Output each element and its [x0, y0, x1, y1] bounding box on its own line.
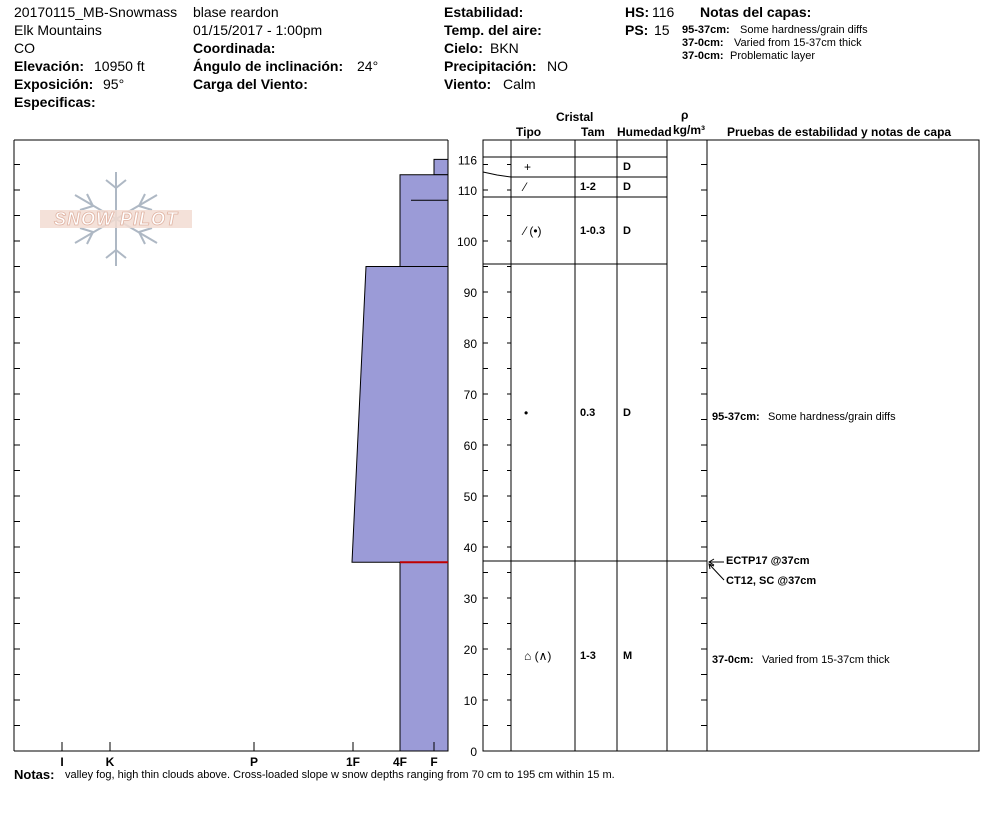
x-tick-label: K	[105, 755, 115, 769]
air-temp-label: Temp. del aire:	[444, 22, 542, 38]
y-tick-label: 20	[463, 643, 477, 657]
layer-notes-title: Notas del capas:	[700, 4, 812, 20]
layer-comment-text: Some hardness/grain diffs	[768, 411, 896, 423]
logo-text: SNOW PILOT	[54, 209, 178, 229]
layer-boundaries	[483, 157, 707, 561]
y-axis-labels	[457, 153, 477, 759]
slope-value: 24°	[357, 58, 379, 74]
x-tick-label: I	[60, 755, 64, 769]
y-tick-marks-right	[483, 165, 707, 752]
layer-moisture: D	[623, 407, 631, 419]
hardness-profile	[352, 159, 448, 751]
size-header: Tam	[581, 125, 605, 139]
layer-note-range: 37-0cm:	[682, 37, 724, 49]
layer-note-text: Some hardness/grain diffs	[740, 24, 868, 36]
layer-grain-size: 1-3	[580, 650, 596, 662]
moisture-header: Humedad	[617, 125, 672, 139]
layer-grain-type: +	[524, 160, 532, 174]
layer-moisture: D	[623, 225, 631, 237]
observer-name: blase reardon	[193, 4, 279, 20]
y-tick-label: 100	[456, 235, 477, 249]
hs-label: HS:	[625, 4, 650, 20]
sky-label: Cielo:	[444, 40, 483, 56]
pit-name: 20170115_MB-Snowmass	[14, 4, 178, 20]
layer-moisture: M	[623, 650, 633, 662]
layer-grain-type: ⌂ (∧)	[524, 649, 552, 663]
stability-test: ECTP17 @37cm	[726, 555, 810, 567]
layer-moisture: D	[623, 161, 631, 173]
specifics-label: Especificas:	[14, 94, 96, 110]
y-tick-label: 30	[463, 592, 477, 606]
layer-grain-type: •	[524, 406, 529, 420]
stability-test: CT12, SC @37cm	[726, 575, 817, 587]
aspect-value: 95°	[103, 76, 125, 92]
y-tick-label: 10	[463, 694, 477, 708]
hardness-step	[400, 175, 448, 267]
hardness-step	[434, 159, 448, 174]
x-tick-label: 4F	[392, 755, 408, 769]
ps-value: 15	[654, 22, 670, 38]
ps-label: PS:	[625, 22, 649, 38]
density-unit: kg/m³	[673, 123, 706, 137]
layer-grain-size: 1-2	[580, 181, 596, 193]
elevation-label: Elevación:	[14, 58, 85, 74]
stability-label: Estabilidad:	[444, 4, 524, 20]
y-tick-label: 90	[463, 286, 477, 300]
y-tick-label: 50	[463, 490, 477, 504]
hardness-step	[352, 267, 448, 563]
date-time: 01/15/2017 - 1:00pm	[193, 22, 323, 38]
y-tick-label: 110	[457, 184, 477, 198]
layer-grain-size: 1-0.3	[580, 225, 606, 237]
y-tick-label: 80	[463, 337, 477, 351]
x-tick-marks	[60, 742, 437, 769]
leader-line	[483, 172, 511, 177]
y-tick-label: 40	[463, 541, 477, 555]
depth-leader-lines	[483, 157, 511, 177]
layer-note-range: 37-0cm:	[682, 50, 724, 62]
hs-value: 116	[652, 4, 675, 20]
coord-label: Coordinada:	[193, 40, 276, 56]
layer-note-text: Varied from 15-37cm thick	[734, 37, 862, 49]
layer-comment-range: 37-0cm:	[712, 654, 754, 666]
type-header: Tipo	[516, 125, 542, 139]
layer-grain-type: ⁄ (•)	[524, 224, 542, 238]
x-tick-label: P	[249, 755, 259, 769]
precip-label: Precipitación:	[444, 58, 537, 74]
layer-grain-size: 0.3	[580, 407, 596, 419]
precip-value: NO	[547, 58, 568, 74]
wind-load-label: Carga del Viento:	[193, 76, 308, 92]
wind-value: Calm	[503, 76, 536, 92]
layer-moisture: D	[623, 181, 631, 193]
hardness-step	[400, 562, 448, 751]
aspect-label: Exposición:	[14, 76, 94, 92]
layer-grain-type: ⁄	[524, 180, 527, 194]
y-tick-label: 116	[457, 153, 477, 168]
layer-note-text: Problematic layer	[730, 50, 815, 62]
elevation-value: 10950 ft	[94, 58, 145, 74]
y-tick-label: 70	[463, 388, 477, 402]
density-symbol: ρ	[681, 108, 689, 122]
stability-test-arrows	[709, 559, 724, 580]
layer-comment-range: 95-37cm:	[712, 411, 760, 423]
crystal-header: Cristal	[556, 110, 594, 124]
y-tick-label: 0	[470, 745, 477, 759]
sky-value: BKN	[490, 40, 519, 56]
mountain-range: Elk Mountains	[14, 22, 102, 38]
layer-note-range: 95-37cm:	[682, 24, 730, 36]
test-arrow	[709, 564, 724, 580]
snowpilot-logo	[40, 172, 192, 266]
tests-header: Pruebas de estabilidad y notas de capa	[727, 125, 952, 139]
y-tick-label: 60	[463, 439, 477, 453]
wind-label: Viento:	[444, 76, 492, 92]
slope-label: Ángulo de inclinación:	[193, 58, 344, 74]
x-tick-label: 1F	[345, 755, 361, 769]
notes-label: Notas:	[14, 767, 55, 782]
notes-text: valley fog, high thin clouds above. Cross-loaded slope w snow depths ranging from 70 cm to 195 cm within 15 m.	[65, 769, 615, 781]
layer-comment-text: Varied from 15-37cm thick	[762, 654, 890, 666]
x-tick-label: F	[430, 755, 438, 769]
state: CO	[14, 40, 35, 56]
